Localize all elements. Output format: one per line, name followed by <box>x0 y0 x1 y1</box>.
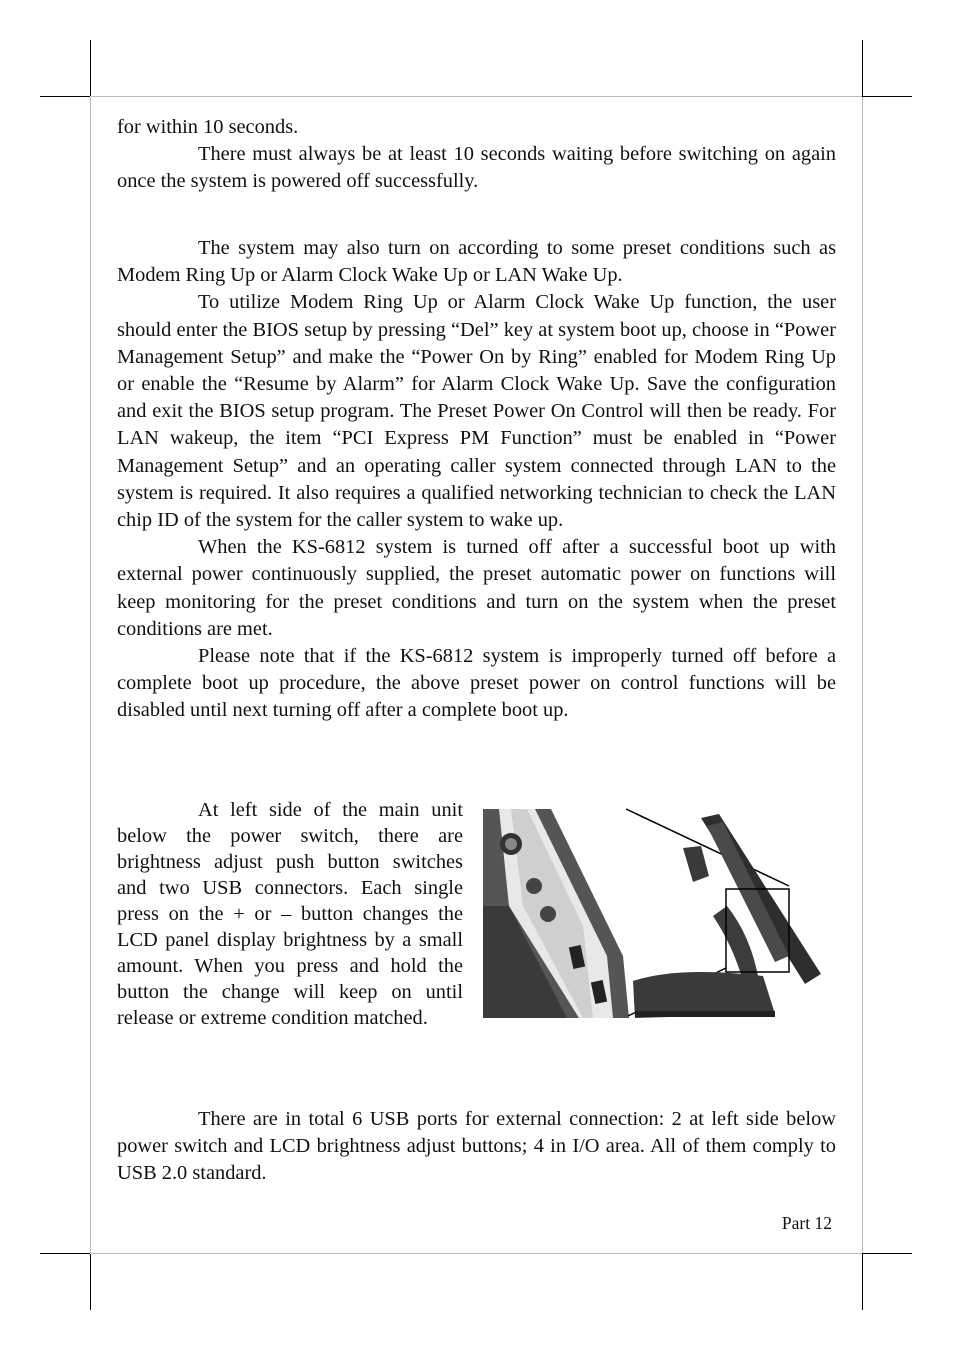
paragraph: When the KS-6812 system is turned off after a successful boot up with external power continuously supplied, the preset automatic power on functions will keep monitoring for the preset conditions and turn on the system when the preset conditions are met. <box>117 536 836 640</box>
paragraph: To utilize Modem Ring Up or Alarm Clock Wake Up function, the user should enter the BIOS setup by pressing “Del” key at system boot up, choose in “Power Management Setup” and make the “Power On by Ring” enabled for Modem Ring Up or enable the “Resume by Alarm” for Alarm Clock Wake Up. Save the configuration and exit the BIOS setup program. The Preset Power On Control will then be ready. For LAN wakeup, the item “PCI Express PM Function” must be enabled in “Power Management Setup” and an operating caller system connected through LAN to the system is required. It also requires a qualified networking technician to check the LAN chip ID of the system for the caller system to wake up. <box>117 291 836 532</box>
page-border-left <box>90 97 91 1253</box>
page-border-bottom <box>91 1253 862 1254</box>
crop-mark <box>862 96 912 97</box>
paragraph: There are in total 6 USB ports for external connection: 2 at left side below power switch and LCD brightness adjust buttons; 4 in I/O area. All of them comply to USB 2.0 standard. <box>117 1108 836 1185</box>
crop-mark <box>40 1253 90 1254</box>
text-block-brightness-buttons <box>117 797 463 1031</box>
paragraph: At left side of the main unit below the power switch, there are brightness adjust push button switches and two USB connectors. Each single press on the + or – button changes the LCD panel display brightness by a small amount. When you press and hold the button the change will keep on until release or extreme condition matched. <box>117 799 463 1029</box>
paragraph: for within 10 seconds. <box>117 116 299 138</box>
page-border-right <box>862 97 863 1253</box>
paragraph: Please note that if the KS-6812 system is improperly turned off before a complete boot up procedure, the above preset power on control functions will be disabled until next turning off after a complete boot up. <box>117 645 836 722</box>
text-block-usb-ports <box>117 1106 836 1188</box>
crop-mark <box>90 1254 91 1310</box>
crop-mark <box>40 96 90 97</box>
side-panel-photo <box>483 806 837 1024</box>
paragraph: The system may also turn on according to some preset conditions such as Modem Ring Up or Alarm Clock Wake Up or LAN Wake Up. <box>117 237 836 287</box>
text-block-preset-power-on <box>117 235 836 725</box>
text-block-power-off <box>117 114 836 196</box>
paragraph: There must always be at least 10 seconds waiting before switching on again once the system is powered off successfully. <box>117 143 836 193</box>
pos-terminal-side-photo-icon <box>483 806 837 1024</box>
crop-mark <box>862 1254 863 1310</box>
crop-mark <box>862 40 863 96</box>
crop-mark <box>862 1253 912 1254</box>
page-border-top <box>91 96 862 97</box>
page-number: Part 12 <box>781 1213 832 1233</box>
crop-mark <box>90 40 91 96</box>
